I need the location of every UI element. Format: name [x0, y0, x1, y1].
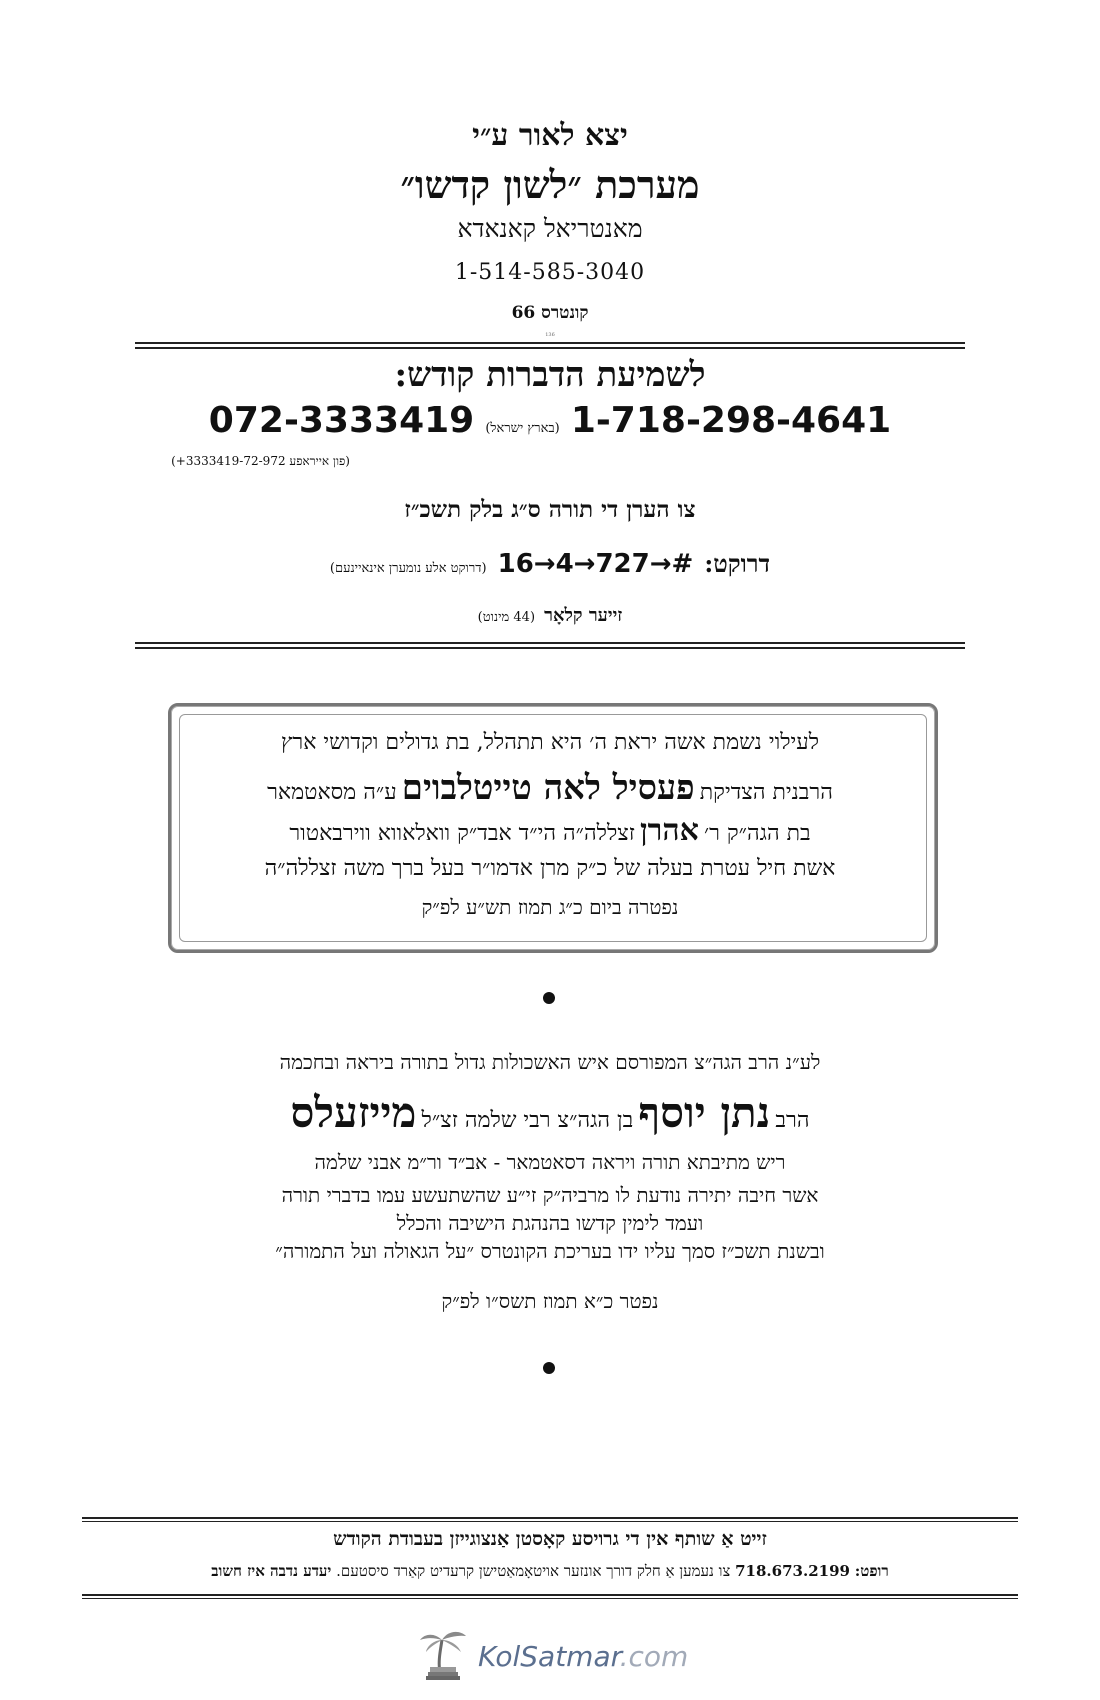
- press-note: (דרוקט אלע נומערן אינאיינעם): [329, 561, 487, 576]
- hotline-numbers: [0, 400, 1100, 441]
- logo-brand: KolSatmar: [478, 1639, 620, 1673]
- palm-tree-books-icon: [418, 1626, 468, 1686]
- memorial1-name-line: [0, 768, 1100, 808]
- footer-appeal: זייט אַ שותף אין די גרויסע קאָסטן אַנצוגייזן בעבודת הקודש: [333, 1528, 767, 1550]
- memorial1-father-name: אהרן: [640, 813, 699, 848]
- us-hotline-number: 1-718-298-4641: [570, 400, 892, 441]
- publisher-phone: 1-514-585-3040: [454, 260, 646, 285]
- kuntres-number: קונטרס 66: [511, 303, 589, 323]
- memorial2-title: הרב: [775, 1108, 810, 1133]
- memorial1-name: פעסיל לאה טייטלבוים: [401, 768, 695, 808]
- publisher-line: יצא לאור ע״י: [472, 118, 628, 153]
- press-label: דרוקט:: [704, 549, 771, 578]
- publisher-location: מאנטריאל קאנאדא: [457, 214, 643, 243]
- duration-note: (44 מינוט): [477, 610, 536, 625]
- quality-label: זייער קלאָר: [544, 605, 623, 626]
- footer-donation-emphasis: יעדע נדבה איז חשוב: [211, 1562, 332, 1580]
- memorial1-husband-line: אשת חיל עטרת בעלה של כ״ק מרן אדמו״ר בעל ברך משה זצללה״ה: [264, 856, 836, 881]
- footer-donation-line: [0, 1562, 1100, 1581]
- israel-hotline-number: 072-3333419: [208, 400, 475, 441]
- top-divider: [135, 342, 965, 349]
- memorial1-origin: ע״ה מסאטמאר: [267, 780, 397, 805]
- separator-dot: [543, 992, 555, 1004]
- recording-quality: [0, 605, 1100, 626]
- publisher-name: מערכת ״לשון קדשו״: [400, 162, 700, 207]
- memorial2-position: ריש מתיבתא תורה ויראה דסאטמאר - אב״ד ור״מ אבני שלמה: [314, 1150, 786, 1174]
- separator-dot-2: [543, 1362, 555, 1374]
- memorial2-father: בן הגה״צ רבי שלמה זצ״ל: [421, 1108, 634, 1133]
- hotline-divider: [135, 642, 965, 649]
- logo-domain: .com: [619, 1639, 689, 1673]
- memorial1-dedication: לעילוי נשמת אשה יראת ה׳ היא תתהלל, בת גדולים וקדושי ארץ: [280, 730, 820, 755]
- memorial2-name-line: [0, 1088, 1100, 1138]
- memorial2-praise: אשר חיבה יתירה נודעת לו מרביה״ק זי״ע שהשתעשע עמו בדברי תורה: [281, 1183, 819, 1207]
- logo-wordmark: [478, 1640, 688, 1673]
- europe-note: (פון אייראפע 3333419-72-972+): [171, 454, 350, 468]
- press-code: 16→4→727→#: [497, 549, 694, 579]
- footer-top-rule: [82, 1517, 1018, 1522]
- memorial2-date: נפטר כ״א תמוז תשס״ו לפ״ק: [441, 1289, 659, 1313]
- footer-donation-text: צו נעמען אַ חלק דורך אונזער אויטאָמאַטישן קרעדיט קאַרד סיסטעם.: [336, 1562, 731, 1580]
- press-instructions: [0, 549, 1100, 579]
- tiny-page-mark: 136: [545, 332, 555, 338]
- footer-bottom-rule: [82, 1594, 1018, 1599]
- memorial1-father-title: בת הגה״ק ר׳: [704, 821, 811, 846]
- memorial2-dedication: לע״נ הרב הגה״צ המפורסם איש האשכולות גדול בתורה ביראה ובחכמה: [279, 1050, 821, 1074]
- footer-call-label: רופט:: [854, 1562, 889, 1580]
- hotline-topic: צו הערן די תורה ס״ג בלק תשכ״ז: [404, 496, 696, 523]
- memorial2-service: ועמד לימין קדשו בהנהגת הישיבה והכלל: [396, 1211, 704, 1235]
- memorial1-title: הרבנית הצדיקת: [699, 780, 833, 805]
- memorial1-date: נפטרה ביום כ״ג תמוז תש״ע לפ״ק: [421, 895, 679, 919]
- kolsatmar-logo[interactable]: [418, 1626, 688, 1686]
- memorial2-name: נתן יוסף: [638, 1088, 771, 1137]
- memorial1-father-line: [0, 813, 1100, 848]
- footer-donation-phone: 718.673.2199: [735, 1562, 850, 1580]
- memorial2-surname: מייזעלס: [290, 1088, 417, 1137]
- israel-note: (בארץ ישראל): [485, 421, 560, 436]
- hotline-title: לשמיעת הדברות קודש:: [394, 355, 706, 395]
- memorial2-editing: ובשנת תשכ״ז סמך עליו ידו בעריכת הקונטרס ״על הגאולה ועל התמורה״: [275, 1239, 825, 1263]
- memorial1-father-post: זצללה״ה הי״ד אבד״ק וואלאווא ווירבאטור: [289, 821, 635, 846]
